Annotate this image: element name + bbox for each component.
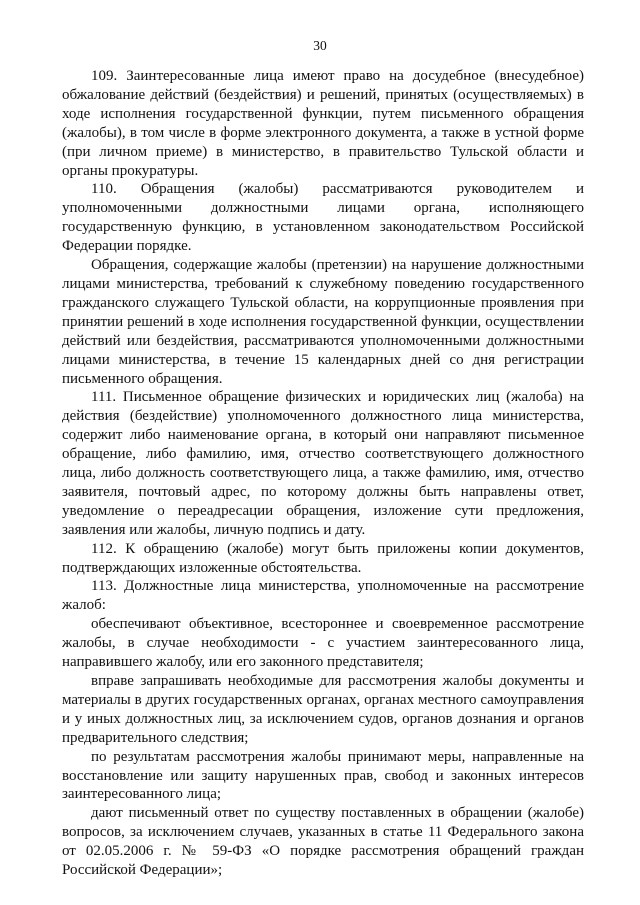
paragraph-113-item-2: вправе запрашивать необходимые для рассмотрения жалобы документы и материалы в других государственных органах, органах местного самоуправления и у иных должностных лиц, за исключением судов, органов дознания и органов предварительного следствия;	[62, 673, 584, 746]
paragraph-113-item-1: обеспечивают объективное, всестороннее и своевременное рассмотрение жалобы, в случае необходимости - с участием заинтересованного лица, направившего жалобу, или его законного представителя;	[62, 616, 584, 671]
document-body	[62, 67, 584, 880]
paragraph-113: 113. Должностные лица министерства, уполномоченные на рассмотрение жалоб:	[62, 578, 584, 614]
paragraph-111: 111. Письменное обращение физических и юридических лиц (жалоба) на действия (бездействие) уполномоченного должностного лица министерства, содержит либо наименование органа, в который они направляют письменное обращение, либо фамилию, имя, отчество соответствующего должностного лица, либо должность соответствующего лица, а также фамилию, имя, отчество заявителя, почтовый адрес, по которому должны быть направлены ответ, уведомление о переадресации обращения, изложение сути предложения, заявления или жалобы, личную подпись и дату.	[62, 389, 584, 538]
paragraph-110: 110. Обращения (жалобы) рассматриваются руководителем и уполномоченными должностными лицами органа, исполняющего государственную функцию, в установленном законодательством Российской Федерации порядке.	[62, 181, 584, 255]
paragraph-113-item-4: дают письменный ответ по существу поставленных в обращении (жалобе) вопросов, за исключением случаев, указанных в статье 11 Федерального закона от 02.05.2006 г. № 59-ФЗ «О порядке рассмотрения обращений граждан Российской Федерации»;	[62, 805, 584, 879]
paragraph-112: 112. К обращению (жалобе) могут быть приложены копии документов, подтверждающих изложенные обстоятельства.	[62, 540, 584, 576]
paragraph-113-item-3: по результатам рассмотрения жалобы принимают меры, направленные на восстановление или защиту нарушенных прав, свобод и законных интересов заинтересованного лица;	[62, 748, 584, 803]
page-number: 30	[313, 38, 327, 53]
paragraph-110-complaints: Обращения, содержащие жалобы (претензии) на нарушение должностными лицами министерства, требований к служебному поведению государственного гражданского служащего Тульской области, на коррупционные проявления при принятии решений в ходе исполнения государственной функции, осуществлении действий или бездействия, рассматриваются уполномоченными должностными лицами министерства, в течение 15 календарных дней со дня регистрации письменного обращения.	[62, 257, 584, 387]
paragraph-109: 109. Заинтересованные лица имеют право на досудебное (внесудебное) обжалование действий (бездействия) и решений, принятых (осуществляемых) в ходе исполнения государственной функции, путем письменного обращения (жалобы), в том числе в форме электронного документа, а также в устной форме (при личном приеме) в министерство, в правительство Тульской области и органы прокуратуры.	[62, 68, 584, 179]
